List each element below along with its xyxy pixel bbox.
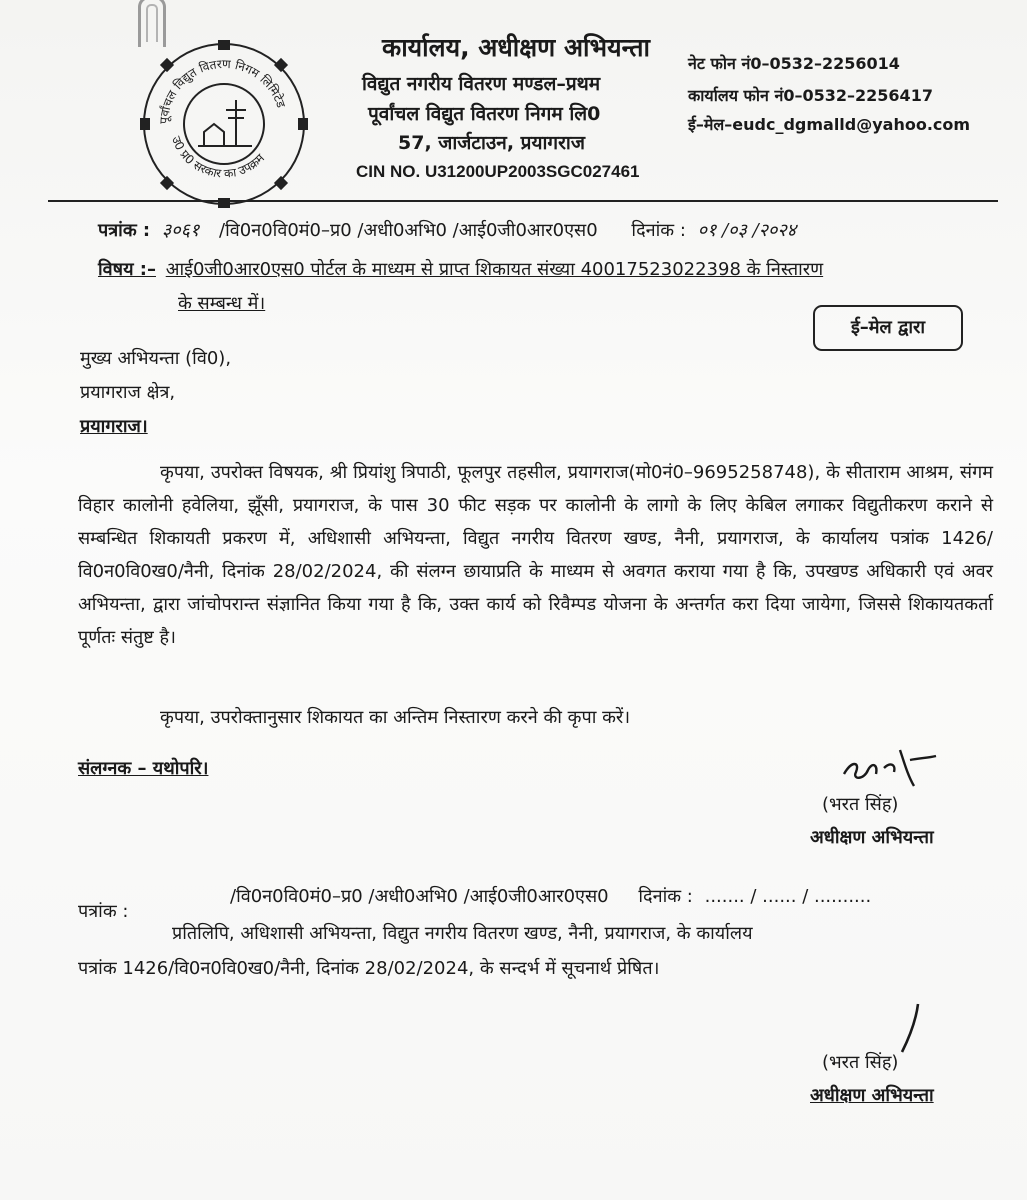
copy-signatory-name: (भरत सिंह) (822, 1052, 899, 1073)
request-line: कृपया, उपरोक्तानुसार शिकायत का अन्तिम निस्तारण करने की कृपा करें। (160, 707, 631, 728)
office-phone: कार्यालय फोन नं0–0532–2256417 (688, 86, 933, 105)
signatory-title: अधीक्षण अभियन्ता (810, 827, 934, 848)
signatory-name: (भरत सिंह) (822, 794, 899, 815)
copy-signatory-title: अधीक्षण अभियन्ता (810, 1085, 934, 1106)
delivery-mode-badge: ई–मेल द्वारा (813, 305, 963, 351)
recipient-line-2: प्रयागराज क्षेत्र, (80, 382, 176, 403)
seal-text-bottom: उ0 प्र0 सरकार का उपक्रम (169, 134, 268, 181)
ref-label: पत्रांक : (98, 220, 151, 241)
subject-label: विषय :– (98, 259, 156, 280)
paper-clip-inner-icon (146, 4, 158, 42)
office-title: कार्यालय, अधीक्षण अभियन्ता (382, 33, 651, 62)
net-phone: नेट फोन नं0–0532–2256014 (688, 54, 900, 73)
copy-reference-line (230, 884, 871, 908)
header-divider (48, 200, 998, 202)
division-name: विद्युत नगरीय वितरण मण्डल–प्रथम (362, 73, 601, 95)
svg-text:पूर्वांचल विद्युत वितरण निगम ल (157, 57, 289, 124)
company-name: पूर्वांचल विद्युत वितरण निगम लि0 (368, 103, 601, 125)
svg-text:उ0 प्र0 सरकार का उपक्रम (169, 134, 268, 180)
copy-ref-label: पत्रांक : (78, 901, 129, 922)
copy-ref-code: /वि0न0वि0मं0–प्र0 /अधी0अभि0 /आई0जी0आर0एस0 (230, 886, 609, 907)
cin-number: CIN NO. U31200UP2003SGC027461 (356, 162, 640, 181)
gear-seal-icon (138, 38, 310, 210)
copy-line-2: पत्रांक 1426/वि0न0वि0ख0/नैनी, दिनांक 28/02/2024, के सन्दर्भ में सूचनार्थ प्रेषित। (78, 958, 660, 979)
signature-mark (838, 740, 948, 796)
office-address: 57, जार्जटाउन, प्रयागराज (398, 132, 585, 154)
copy-line-1: प्रतिलिपि, अधिशासी अभियन्ता, विद्युत नगरीय वितरण खण्ड, नैनी, प्रयागराज, के कार्यालय (172, 923, 753, 944)
recipient-line-1: मुख्य अभियन्ता (वि0), (80, 348, 232, 369)
subject-line (98, 257, 823, 281)
subject-text-2: के सम्बन्ध में। (178, 293, 266, 314)
date-label: दिनांक : (631, 220, 686, 241)
recipient-line-3: प्रयागराज। (80, 416, 148, 437)
copy-date-blank: ....... / ...... / .......... (704, 886, 872, 907)
ref-number: ३०६१ (161, 220, 200, 241)
ref-code: /वि0न0वि0मं0–प्र0 /अधी0अभि0 /आई0जी0आर0एस0 (219, 220, 598, 241)
subject-text-1: आई0जी0आर0एस0 पोर्टल के माध्यम से प्राप्त शिकायत संख्या 40017523022398 के निस्तारण (165, 259, 824, 280)
enclosure-note: संलग्नक – यथोपरि। (78, 758, 209, 779)
reference-line (98, 218, 796, 242)
seal-text-top: पूर्वांचल विद्युत वितरण निगम लिमिटेड (156, 56, 289, 125)
email-address: ई–मेल–eudc_dgmalld@yahoo.com (688, 115, 971, 134)
copy-date-label: दिनांक : (638, 886, 693, 907)
body-paragraph: कृपया, उपरोक्त विषयक, श्री प्रियांशु त्रिपाठी, फूलपुर तहसील, प्रयागराज(मो0नं0–9695258748), के सीताराम आश्रम, संगम विहार कालोनी हवेलिया, झूँसी, प्रयागराज, के पास 30 फीट सड़क पर कालोनी के लागो के लिए केबिल लगाकर विद्युतीकरण कराने से सम्बन्धित शिकायती प्रकरण में, अधिशासी अभियन्ता, विद्युत नगरीय वितरण खण्ड, नैनी, प्रयागराज, के कार्यालय पत्रांक 1426/ वि0न0वि0ख0/नैनी, दिनांक 28/02/2024, की संलग्न छायाप्रति के माध्यम से अवगत कराया गया है कि, उपखण्ड अधिकारी एवं अवर अभियन्ता, द्वारा जांचोपरान्त संज्ञानित किया गया है कि, उक्त कार्य को रिवैम्पड योजना के अन्तर्गत करा दिया जायेगा, जिससे शिकायतकर्ता पूर्णतः संतुष्ट है। (78, 462, 993, 648)
letter-date: ०१ /०३ /२०२४ (697, 220, 797, 241)
signature-mark-2 (888, 1000, 928, 1056)
